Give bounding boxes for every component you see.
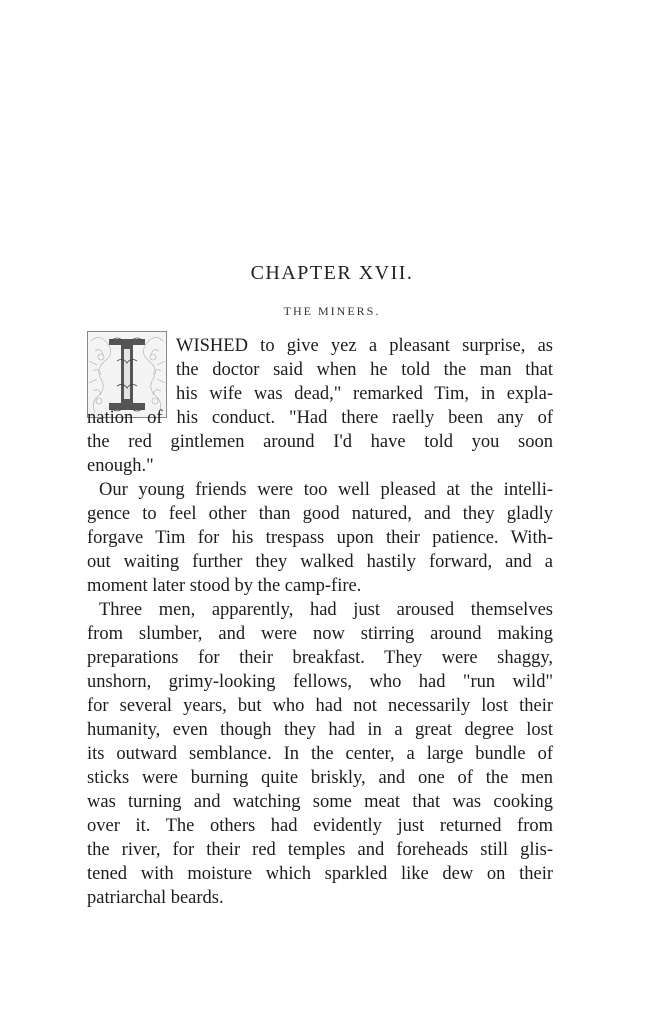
text-line: forgave Tim for his trespass upon their patience. With-	[87, 528, 553, 548]
text-line: gence to feel other than good natured, and they gladly	[87, 504, 553, 524]
text-line: over it. The others had evidently just returned from	[87, 816, 553, 836]
text-line: his wife was dead," remarked Tim, in expla-	[176, 384, 553, 404]
text-line: enough."	[87, 456, 154, 476]
text-line: was turning and watching some meat that was cooking	[87, 792, 553, 812]
text-line: the doctor said when he told the man that	[176, 360, 553, 380]
text-line: tened with moisture which sparkled like dew on their	[87, 864, 553, 884]
text-line: the red gintlemen around I'd have told you soon	[87, 432, 553, 452]
text-line: its outward semblance. In the center, a large bundle of	[87, 744, 553, 764]
text-line: for several years, but who had not necessarily lost their	[87, 696, 553, 716]
text-line: humanity, even though they had in a great degree lost	[87, 720, 553, 740]
text-line: out waiting further they walked hastily forward, and a	[87, 552, 553, 572]
text-line: sticks were burning quite briskly, and one of the men	[87, 768, 553, 788]
text-line: the river, for their red temples and foreheads still glis-	[87, 840, 553, 860]
text-line: from slumber, and were now stirring around making	[87, 624, 553, 644]
text-line: nation of his conduct. "Had there raelly been any of	[87, 408, 553, 428]
text-line: Three men, apparently, had just aroused themselves	[99, 600, 553, 620]
text-line: WISHED to give yez a pleasant surprise, as	[176, 336, 553, 356]
text-line: Our young friends were too well pleased at the intelli-	[99, 480, 553, 500]
text-line: patriarchal beards.	[87, 888, 224, 908]
chapter-subtitle: THE MINERS.	[283, 304, 381, 318]
drop-cap-ornament	[87, 331, 167, 418]
text-line: preparations for their breakfast. They were shaggy,	[87, 648, 553, 668]
chapter-title: CHAPTER XVII.	[250, 262, 414, 284]
text-line: unshorn, grimy-looking fellows, who had "run wild"	[87, 672, 553, 692]
text-line: moment later stood by the camp-fire.	[87, 576, 362, 596]
